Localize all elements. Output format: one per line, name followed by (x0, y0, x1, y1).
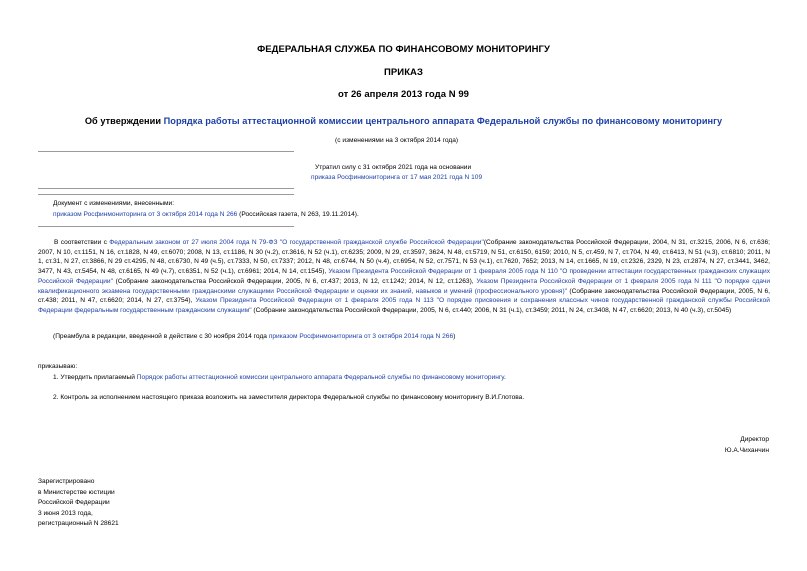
document-title (0, 116, 807, 126)
divider (38, 151, 294, 152)
preamble-note-link[interactable]: приказом Росфинмониторинга от 3 октября 2014 года N 266 (268, 333, 454, 340)
preamble-text: В соответствии с (54, 239, 110, 246)
preamble-text: (Собрание законодательства Российской Федерации, 2005, N 6, ст.440; 2006, N 31 (ч.1), ст.3459; 2011, N 24, ст.3408, N 47, ст.6620; 2013, N 40 (ч.3), ст.5045) (251, 306, 732, 314)
decree-111-link[interactable]: Указом Президента Российской Федерации от 1 февраля 2005 года N 111 "О порядке сдачи квалификационного экзамена государственными гражданскими служащими Российской Федерации и оценки их знаний, навыков и умений (профессионального уровня)" (38, 277, 770, 295)
title-link[interactable]: Порядка работы аттестационной комиссии центрального аппарата Федеральной службы по финансовому мониторингу (163, 116, 723, 126)
registration-line: Зарегистрировано (38, 478, 95, 485)
procedure-link[interactable]: Порядок работы аттестационной комиссии центрального аппарата Федеральной службы по финансовому мониторингу (136, 374, 504, 381)
registration-block (38, 477, 119, 530)
signature-name: Ю.А.Чиханчин (724, 447, 769, 454)
registration-line: Российской Федерации (38, 499, 110, 506)
amendments-label: Документ с изменениями, внесенными: (53, 200, 175, 207)
agency-heading: ФЕДЕРАЛЬНАЯ СЛУЖБА ПО ФИНАНСОВОМУ МОНИТОРИНГУ (257, 44, 550, 55)
expired-order-link[interactable]: приказа Росфинмониторинга от 17 мая 2021 года N 109 (311, 174, 483, 181)
amendments-line (53, 211, 359, 219)
date-number-heading: от 26 апреля 2013 года N 99 (337, 89, 470, 100)
changes-note: (с изменениями на 3 октября 2014 года) (335, 137, 459, 144)
preamble-text: (Собрание законодательства Российской Федерации, 2005, N 6, ст.438; 2011, N 47, ст.6620; 2014, N 27, ст.3754), (38, 287, 770, 305)
federal-law-link[interactable]: Федеральным законом от 27 июля 2004 года N 79-ФЗ "О государственной гражданской службе Российской Федерации" (109, 239, 484, 246)
item1-end: . (503, 374, 506, 381)
amendments-source: (Российская газета, N 263, 19.11.2014). (237, 211, 359, 218)
divider (38, 194, 294, 195)
amendments-link[interactable]: приказом Росфинмониторинга от 3 октября 2014 года N 266 (53, 211, 238, 218)
preamble-note-text: (Преамбула в редакции, введенной в действие с 30 ноября 2014 года (53, 333, 269, 340)
title-prefix: Об утверждении (84, 116, 164, 126)
decree-113-link[interactable]: Указом Президента Российской Федерации от 1 февраля 2005 года N 113 "О порядке присвоения и сохранения классных чинов государственной гражданской службы Российской Федерации федеральным государственным гражданским служащим" (38, 297, 770, 314)
signature-position: Директор (740, 436, 769, 443)
divider (38, 188, 294, 189)
preamble-note-close: ) (453, 333, 456, 340)
order-item-2: 2. Контроль за исполнением настоящего приказа возложить на заместителя директора Федеральной службы по финансовому мониторингу В.И.Глотова. (53, 394, 525, 401)
expired-note: Утратил силу с 31 октября 2021 года на основании (315, 164, 472, 171)
registration-line: 3 июня 2013 года, (38, 509, 93, 517)
doc-type-heading: ПРИКАЗ (384, 67, 423, 78)
preamble-text: (Собрание законодательства Российской Федерации, 2005, N 6, ст.437; 2013, N 12, ст.1242; 2014, N 12, ст.1263), (112, 277, 477, 285)
order-word: приказываю: (38, 363, 78, 370)
preamble-note (53, 333, 455, 341)
preamble-paragraph (38, 238, 770, 316)
registration-line: регистрационный N 28621 (38, 520, 119, 527)
order-item-1 (53, 374, 506, 382)
preamble-text: (Собрание законодательства Российской Федерации, 2004, N 31, ст.3215, 2006, N 6, ст.636; 2007, N 10, ст.1151, N 16, ст.1828, N 49, ст.6070; 2008, N 13, ст.1186, N 30 (ч.2), ст.3616, N 52 (ч.1), ст.6235; 2009, N 29, ст.3597, 3624, N 48, ст.5719, N 51, ст.6150, 6159; 2010, N 5, ст.459, N 7, ст.704, N 49, ст.6413, N 51 (ч.3), ст.6810; 2011, N 1, ст.31, N 27, ст.3866, N 29 ст.4295, N 48, ст.6730, N 49 (ч.5), ст.7333, N 50, ст.7337; 2012, N 48, ст.6744, N 50 (ч.4), ст.6954, N 52, ст.7571, N 53 (ч.1), ст.7620, 7652; 2013, N 14, ст.1665, N 19, ст.2326, 2329, N 23, ст.2874, N 27, ст.3441, 3462, 3477, N 43, ст.5454, N 48, ст.6165, N 49 (ч.7), ст.6351, N 52 (ч.1), ст.6961; 2014, N 14, ст.1545), (38, 239, 770, 276)
item1-text: 1. Утвердить прилагаемый (53, 374, 137, 381)
registration-line: в Министерстве юстиции (38, 488, 115, 496)
decree-110-link[interactable]: Указом Президента Российской Федерации от 1 февраля 2005 года N 110 "О проведении аттестации государственных гражданских служащих Российской Федерации" (38, 268, 770, 285)
divider (38, 226, 294, 227)
